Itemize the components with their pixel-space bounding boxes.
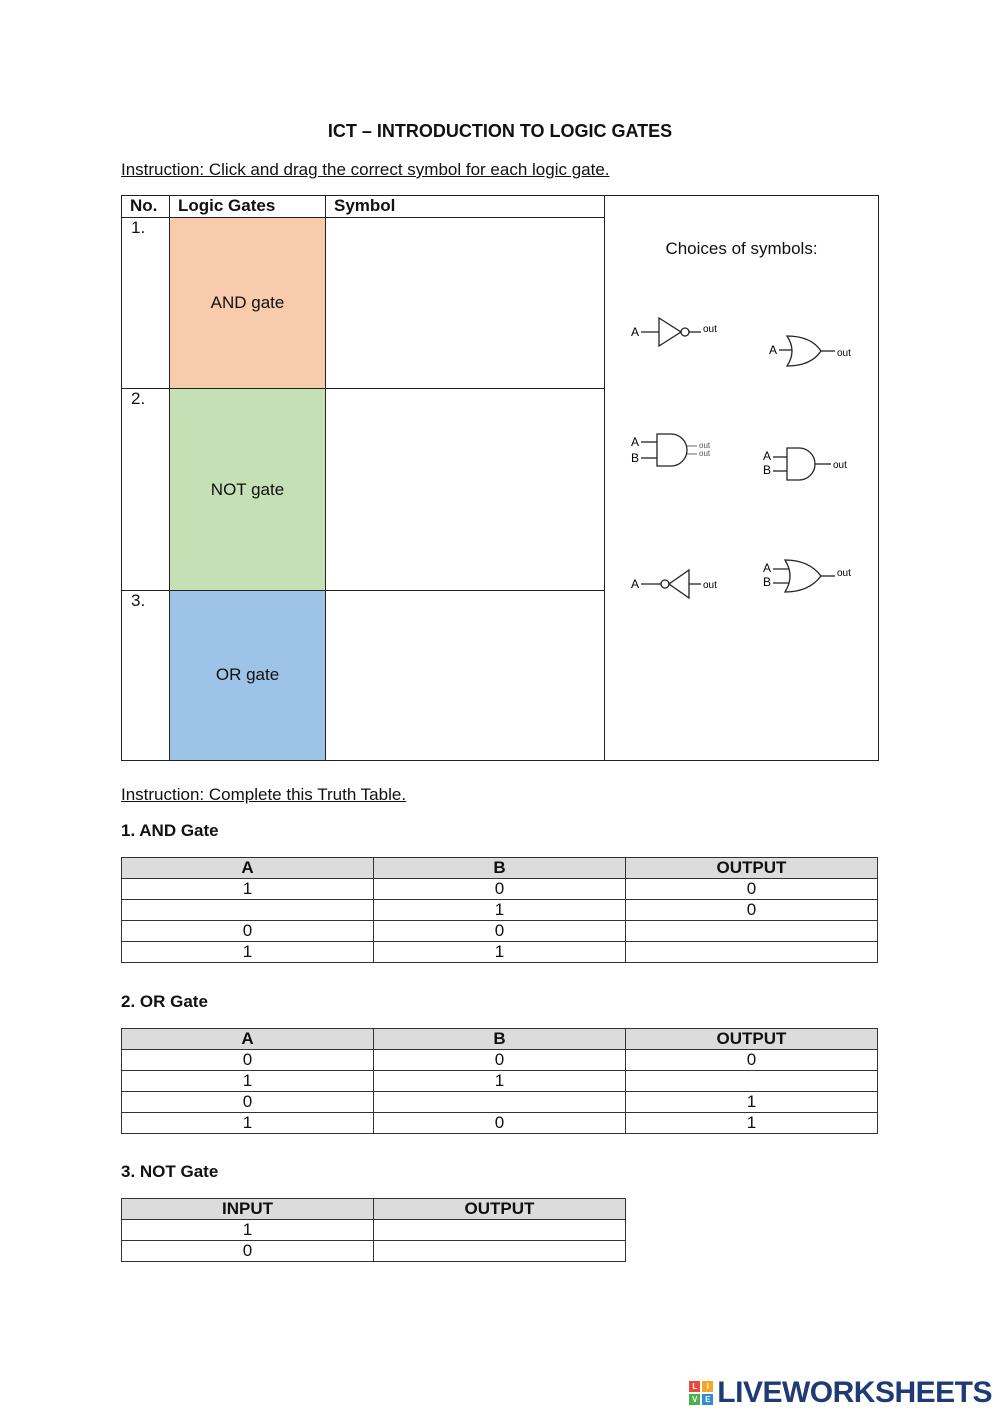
answer-cell[interactable]: [626, 921, 878, 942]
drag-instruction: Instruction: Click and drag the correct symbol for each logic gate.: [121, 160, 610, 179]
and-truth-table: [121, 857, 878, 963]
table-row: [122, 1220, 626, 1241]
or-truth-table: [121, 1028, 878, 1134]
table-row: [122, 942, 878, 963]
col-header: B: [374, 1029, 626, 1050]
table-row: [122, 1241, 626, 1262]
answer-cell[interactable]: [626, 942, 878, 963]
logo-text: LIVEWORKSHEETS: [717, 1376, 992, 1409]
and-gate-symbol[interactable]: [763, 446, 863, 486]
svg-text:out: out: [833, 460, 847, 471]
choices-title: Choices of symbols:: [665, 239, 818, 258]
row-number: 3.: [122, 590, 170, 760]
cell: 0: [122, 1241, 374, 1262]
and-gate-cell: AND gate: [170, 218, 326, 389]
cell: 0: [626, 900, 878, 921]
svg-text:A: A: [631, 577, 640, 591]
svg-text:B: B: [763, 575, 772, 589]
symbol-choices-panel: [605, 196, 879, 761]
svg-text:A: A: [769, 343, 778, 357]
col-header: A: [122, 1029, 374, 1050]
and-symbol-drop-zone[interactable]: [326, 218, 605, 389]
table-row: [122, 1071, 878, 1092]
not-gate-symbol[interactable]: [631, 314, 731, 350]
page-title: ICT – INTRODUCTION TO LOGIC GATES: [327, 121, 673, 141]
header-symbol: Symbol: [326, 196, 605, 218]
or-gate-cell: OR gate: [170, 590, 326, 760]
svg-text:out: out: [699, 449, 711, 458]
row-number: 2.: [122, 389, 170, 590]
header-no: No.: [122, 196, 170, 218]
or-gate-symbol[interactable]: [763, 558, 863, 598]
answer-cell[interactable]: [374, 1220, 626, 1241]
not-output-label: out: [703, 324, 717, 335]
and-table-heading: 1. AND Gate: [121, 821, 219, 840]
svg-text:A: A: [763, 449, 772, 463]
not-symbol-drop-zone[interactable]: [326, 389, 605, 590]
reversed-not-gate-symbol[interactable]: [631, 566, 731, 602]
symbol-matching-table: [121, 195, 879, 761]
cell: 0: [374, 921, 626, 942]
cell: 1: [122, 879, 374, 900]
cell: 0: [122, 1092, 374, 1113]
cell: 1: [626, 1113, 878, 1134]
svg-text:A: A: [631, 435, 640, 449]
or-symbol-drop-zone[interactable]: [326, 590, 605, 760]
cell: 0: [122, 921, 374, 942]
table-row: [122, 921, 878, 942]
cell: 1: [122, 1113, 374, 1134]
cell: 1: [122, 1220, 374, 1241]
table-row: [122, 1092, 878, 1113]
svg-text:out: out: [703, 580, 717, 591]
cell: 0: [374, 879, 626, 900]
table-row: [122, 1050, 878, 1071]
or-table-heading: 2. OR Gate: [121, 992, 208, 1011]
header-logic-gates: Logic Gates: [170, 196, 326, 218]
not-truth-table: [121, 1198, 626, 1262]
not-input-label: A: [631, 325, 640, 339]
table-row: [122, 900, 878, 921]
col-header: OUTPUT: [374, 1199, 626, 1220]
cell: 1: [122, 1071, 374, 1092]
table-row: [122, 879, 878, 900]
svg-text:A: A: [763, 561, 772, 575]
cell: 0: [626, 1050, 878, 1071]
cell: 0: [374, 1113, 626, 1134]
svg-text:B: B: [763, 463, 772, 477]
svg-text:out: out: [699, 441, 711, 450]
answer-cell[interactable]: [626, 1071, 878, 1092]
row-number: 1.: [122, 218, 170, 389]
and-gate-symbol-two-outputs[interactable]: [631, 432, 731, 472]
svg-text:out: out: [837, 348, 851, 359]
cell: 0: [374, 1050, 626, 1071]
cell: 0: [122, 1050, 374, 1071]
answer-cell[interactable]: [374, 1241, 626, 1262]
col-header: INPUT: [122, 1199, 374, 1220]
cell: 1: [122, 942, 374, 963]
answer-cell[interactable]: [374, 1092, 626, 1113]
truth-table-instruction: Instruction: Complete this Truth Table.: [121, 785, 407, 804]
cell: 1: [374, 900, 626, 921]
or-gate-symbol-single-input[interactable]: [767, 334, 867, 370]
logo-mark-icon: L I V E: [689, 1381, 713, 1405]
col-header: OUTPUT: [626, 858, 878, 879]
table-row: [122, 1113, 878, 1134]
svg-text:B: B: [631, 451, 640, 465]
col-header: B: [374, 858, 626, 879]
col-header: A: [122, 858, 374, 879]
col-header: OUTPUT: [626, 1029, 878, 1050]
liveworksheets-logo[interactable]: [689, 1376, 992, 1410]
cell: 1: [626, 1092, 878, 1113]
cell: 0: [626, 879, 878, 900]
answer-cell[interactable]: [122, 900, 374, 921]
cell: 1: [374, 1071, 626, 1092]
not-table-heading: 3. NOT Gate: [121, 1162, 219, 1181]
cell: 1: [374, 942, 626, 963]
svg-text:out: out: [837, 568, 851, 579]
not-gate-cell: NOT gate: [170, 389, 326, 590]
